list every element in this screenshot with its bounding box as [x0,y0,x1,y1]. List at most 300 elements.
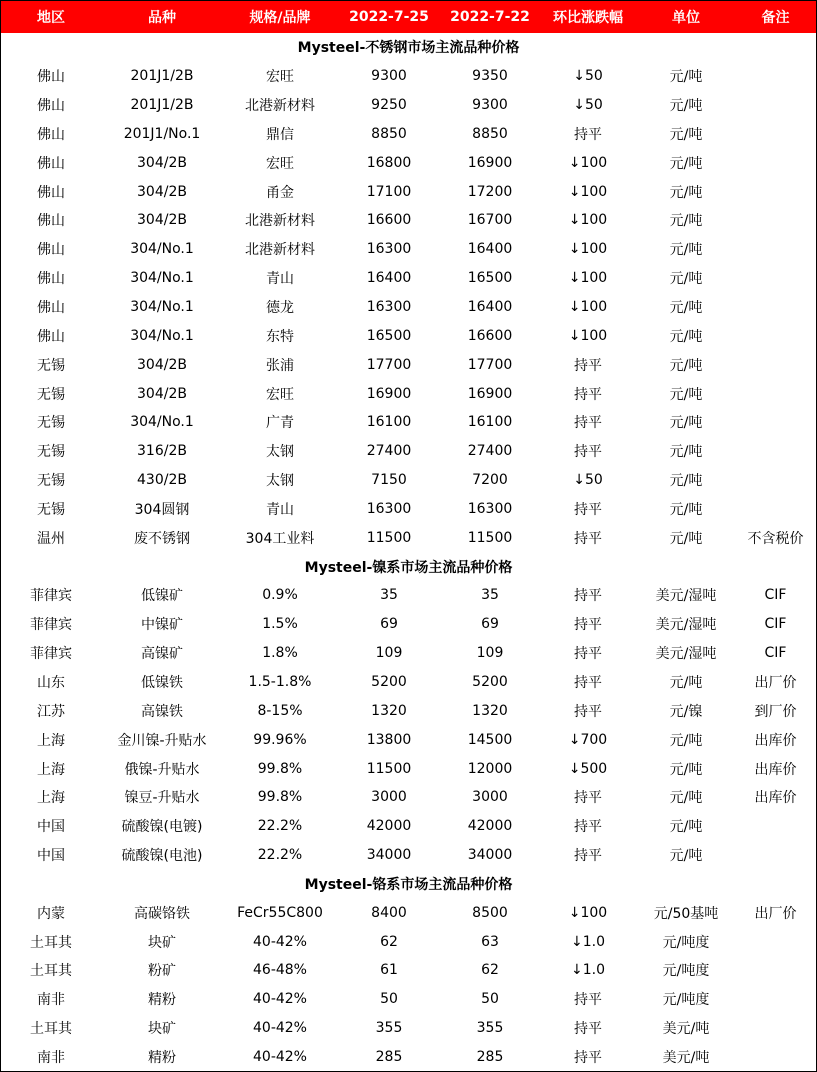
unit-cell: 元/吨 [669,761,703,778]
price-previous-cell: 16600 [467,327,513,344]
table-row [1,668,816,697]
region-cell: 内蒙 [37,905,65,922]
table-row [1,321,816,350]
price-previous-cell: 1320 [472,702,508,719]
region-cell: 佛山 [37,242,65,259]
change-cell: ↓100 [568,327,608,344]
product-cell: 304/2B [137,154,187,171]
note-cell: 不含税价 [747,530,804,547]
change-cell: ↓100 [568,183,608,200]
region-cell: 温州 [37,530,65,547]
unit-cell: 元/吨 [669,848,703,865]
unit-cell: 元/吨 [669,98,703,115]
unit-cell: 元/吨 [669,473,703,490]
unit-cell: 元/吨 [669,674,703,691]
table-row [1,91,816,120]
table-row [1,610,816,639]
region-cell: 上海 [37,790,65,807]
product-cell: 块矿 [148,934,176,951]
price-previous-cell: 50 [481,991,499,1008]
unit-cell: 美元/湿吨 [655,588,717,605]
table-row [1,437,816,466]
change-cell: ↓100 [568,212,608,229]
change-cell: ↓100 [568,270,608,287]
unit-cell: 元/吨 [669,155,703,172]
table-row [1,466,816,495]
spec-cell: 40-42% [253,933,307,950]
table-row [1,62,816,91]
spec-cell: 22.2% [257,847,303,864]
unit-cell: 元/吨 [669,126,703,143]
region-cell: 上海 [37,732,65,749]
price-previous-cell: 16400 [467,299,513,316]
unit-cell: 元/吨 [669,271,703,288]
table-row [1,639,816,668]
spec-cell: 1.8% [262,645,298,662]
price-previous-cell: 35 [481,587,499,604]
price-current-cell: 17100 [366,183,412,200]
note-cell: 到厂价 [754,703,797,720]
price-current-cell: 17700 [366,356,412,373]
spec-cell: 青山 [266,271,294,288]
table-row [1,206,816,235]
product-cell: 430/2B [137,472,187,489]
product-cell: 低镍铁 [141,674,183,691]
price-current-cell: 16100 [366,414,412,431]
region-cell: 江苏 [37,703,65,720]
price-current-cell: 8850 [371,125,407,142]
note-cell: 出厂价 [754,674,797,691]
header-change: 环比涨跌幅 [539,1,637,33]
product-cell: 304圆钢 [134,501,190,518]
region-cell: 无锡 [37,444,65,461]
note-cell [735,927,816,956]
unit-cell: 元/吨度 [662,934,710,951]
note-cell [735,379,816,408]
change-cell: ↓50 [573,97,603,114]
spec-cell: 甬金 [266,184,294,201]
unit-cell: 元/吨 [669,213,703,230]
unit-cell: 元/吨 [669,415,703,432]
price-current-cell: 285 [375,1048,403,1065]
region-cell: 佛山 [37,213,65,230]
change-cell: 持平 [574,848,602,865]
region-cell: 佛山 [37,126,65,143]
note-cell [735,120,816,149]
price-current-cell: 16400 [366,270,412,287]
note-cell: CIF [764,616,787,633]
price-previous-cell: 27400 [467,443,513,460]
unit-cell: 元/吨 [669,444,703,461]
header-product: 品种 [101,1,223,33]
product-cell: 316/2B [137,443,187,460]
change-cell: 持平 [574,674,602,691]
price-current-cell: 27400 [366,443,412,460]
region-cell: 佛山 [37,155,65,172]
header-spec-brand: 规格/品牌 [223,1,337,33]
unit-cell: 元/吨 [669,732,703,749]
price-table [1,1,816,1071]
change-cell: ↓500 [568,760,608,777]
note-cell [735,62,816,91]
price-current-cell: 16600 [366,212,412,229]
price-previous-cell: 16400 [467,241,513,258]
section-title: Mysteel-镍系市场主流品种价格 [304,559,513,576]
table-row [1,177,816,206]
change-cell: 持平 [574,790,602,807]
spec-cell: 40-42% [253,1048,307,1065]
price-previous-cell: 12000 [467,760,513,777]
product-cell: 201J1/2B [130,68,194,85]
spec-cell: 张浦 [266,357,294,374]
spec-cell: 宏旺 [266,386,294,403]
price-previous-cell: 3000 [472,789,508,806]
price-previous-cell: 5200 [472,673,508,690]
note-cell [735,321,816,350]
note-cell [735,437,816,466]
section-title: Mysteel-不锈钢市场主流品种价格 [297,40,520,57]
region-cell: 土耳其 [30,934,72,951]
table-row [1,985,816,1014]
region-cell: 菲律宾 [30,617,72,634]
price-current-cell: 16300 [366,500,412,517]
note-cell: 出库价 [754,761,797,778]
price-current-cell: 62 [380,933,398,950]
product-cell: 精粉 [148,992,176,1009]
price-current-cell: 61 [380,962,398,979]
price-current-cell: 42000 [366,818,412,835]
product-cell: 块矿 [148,1021,176,1038]
price-current-cell: 13800 [366,731,412,748]
price-previous-cell: 11500 [467,529,513,546]
spec-cell: 宏旺 [266,155,294,172]
note-cell [735,841,816,870]
region-cell: 土耳其 [30,963,72,980]
note-cell: 出库价 [754,790,797,807]
note-cell [735,177,816,206]
change-cell: 持平 [574,617,602,634]
price-previous-cell: 69 [481,616,499,633]
unit-cell: 元/吨 [669,790,703,807]
unit-cell: 元/吨 [669,300,703,317]
price-previous-cell: 16700 [467,212,513,229]
product-cell: 304/2B [137,385,187,402]
note-cell [735,812,816,841]
region-cell: 南非 [37,1049,65,1066]
spec-cell: 304工业料 [245,530,315,547]
price-current-cell: 1320 [371,702,407,719]
product-cell: 304/2B [137,356,187,373]
unit-cell: 元/镍 [669,703,703,720]
note-cell [735,408,816,437]
note-cell [735,350,816,379]
region-cell: 无锡 [37,415,65,432]
product-cell: 低镍矿 [141,588,183,605]
spec-cell: 北港新材料 [245,98,315,115]
note-cell [735,91,816,120]
spec-cell: FeCr55C800 [237,904,323,921]
price-current-cell: 16300 [366,299,412,316]
unit-cell: 元/吨 [669,386,703,403]
change-cell: ↓1.0 [571,933,605,950]
section-title-row [1,33,816,62]
change-cell: 持平 [574,819,602,836]
header-region: 地区 [1,1,101,33]
price-previous-cell: 63 [481,933,499,950]
change-cell: 持平 [574,588,602,605]
note-cell: CIF [764,645,787,662]
table-row [1,350,816,379]
price-previous-cell: 34000 [467,847,513,864]
table-row [1,581,816,610]
change-cell: 持平 [574,703,602,720]
price-previous-cell: 42000 [467,818,513,835]
table-row [1,264,816,293]
spec-cell: 99.8% [257,760,303,777]
table-row [1,783,816,812]
price-previous-cell: 109 [476,645,504,662]
table-row [1,293,816,322]
change-cell: 持平 [574,992,602,1009]
unit-cell: 元/吨度 [662,963,710,980]
unit-cell: 美元/湿吨 [655,617,717,634]
table-row [1,495,816,524]
product-cell: 201J1/2B [130,97,194,114]
change-cell: ↓50 [573,472,603,489]
price-previous-cell: 9300 [472,97,508,114]
note-cell [735,1014,816,1043]
change-cell: ↓50 [573,68,603,85]
note-cell [735,206,816,235]
region-cell: 佛山 [37,98,65,115]
spec-cell: 0.9% [262,587,298,604]
price-current-cell: 109 [375,645,403,662]
spec-cell: 46-48% [253,962,307,979]
change-cell: 持平 [574,1049,602,1066]
change-cell: 持平 [574,1021,602,1038]
region-cell: 佛山 [37,69,65,86]
product-cell: 304/2B [137,212,187,229]
note-cell: 出厂价 [754,905,797,922]
price-previous-cell: 8850 [472,125,508,142]
price-previous-cell: 8500 [472,904,508,921]
unit-cell: 元/吨 [669,184,703,201]
spec-cell: 太钢 [266,473,294,490]
region-cell: 上海 [37,761,65,778]
price-current-cell: 3000 [371,789,407,806]
price-current-cell: 8400 [371,904,407,921]
unit-cell: 美元/湿吨 [655,646,717,663]
change-cell: ↓100 [568,241,608,258]
region-cell: 无锡 [37,357,65,374]
price-previous-cell: 16100 [467,414,513,431]
price-current-cell: 50 [380,991,398,1008]
spec-cell: 40-42% [253,1020,307,1037]
region-cell: 佛山 [37,184,65,201]
change-cell: 持平 [574,646,602,663]
spec-cell: 太钢 [266,444,294,461]
table-row [1,927,816,956]
unit-cell: 美元/吨 [662,1021,710,1038]
header-unit: 单位 [637,1,735,33]
change-cell: ↓1.0 [571,962,605,979]
price-current-cell: 5200 [371,673,407,690]
region-cell: 土耳其 [30,1021,72,1038]
note-cell: 出库价 [754,732,797,749]
product-cell: 201J1/No.1 [123,125,201,142]
note-cell [735,293,816,322]
region-cell: 佛山 [37,328,65,345]
price-current-cell: 34000 [366,847,412,864]
table-row [1,841,816,870]
product-cell: 高镍铁 [141,703,183,720]
note-cell [735,1043,816,1072]
table-header [1,1,816,33]
product-cell: 精粉 [148,1049,176,1066]
note-cell [735,148,816,177]
product-cell: 304/No.1 [130,299,194,316]
price-previous-cell: 14500 [467,731,513,748]
table-row [1,1043,816,1072]
change-cell: ↓100 [568,154,608,171]
table-row [1,812,816,841]
header-row [1,1,816,33]
region-cell: 无锡 [37,473,65,490]
header-date-previous: 2022-7-22 [441,1,539,33]
unit-cell: 元/吨 [669,819,703,836]
product-cell: 高镍矿 [141,646,183,663]
change-cell: 持平 [574,501,602,518]
price-current-cell: 16800 [366,154,412,171]
unit-cell: 美元/吨 [662,1049,710,1066]
section-title: Mysteel-铬系市场主流品种价格 [304,876,513,893]
unit-cell: 元/吨 [669,328,703,345]
price-current-cell: 9250 [371,97,407,114]
note-cell [735,495,816,524]
spec-cell: 22.2% [257,818,303,835]
change-cell: 持平 [574,415,602,432]
price-previous-cell: 62 [481,962,499,979]
table-row [1,408,816,437]
product-cell: 高碳铬铁 [134,905,190,922]
region-cell: 南非 [37,992,65,1009]
table-row [1,523,816,552]
change-cell: 持平 [574,530,602,547]
header-date-current: 2022-7-25 [337,1,441,33]
price-previous-cell: 355 [476,1020,504,1037]
spec-cell: 鼎信 [266,126,294,143]
spec-cell: 北港新材料 [245,242,315,259]
price-previous-cell: 16900 [467,385,513,402]
product-cell: 304/No.1 [130,327,194,344]
table-row [1,1014,816,1043]
table-row [1,235,816,264]
price-current-cell: 16300 [366,241,412,258]
price-current-cell: 16500 [366,327,412,344]
price-previous-cell: 285 [476,1048,504,1065]
product-cell: 粉矿 [148,963,176,980]
price-previous-cell: 16300 [467,500,513,517]
region-cell: 菲律宾 [30,646,72,663]
spec-cell: 40-42% [253,991,307,1008]
unit-cell: 元/吨 [669,242,703,259]
region-cell: 中国 [37,848,65,865]
product-cell: 304/No.1 [130,414,194,431]
unit-cell: 元/50基吨 [653,905,719,922]
region-cell: 中国 [37,819,65,836]
note-cell [735,956,816,985]
spec-cell: 99.8% [257,789,303,806]
price-previous-cell: 16500 [467,270,513,287]
product-cell: 304/2B [137,183,187,200]
spec-cell: 北港新材料 [245,213,315,230]
unit-cell: 元/吨 [669,69,703,86]
price-previous-cell: 16900 [467,154,513,171]
price-current-cell: 69 [380,616,398,633]
product-cell: 304/No.1 [130,270,194,287]
price-previous-cell: 9350 [472,68,508,85]
table-row [1,956,816,985]
price-previous-cell: 17700 [467,356,513,373]
section-title-row [1,869,816,898]
table-body [1,33,816,1071]
price-current-cell: 35 [380,587,398,604]
region-cell: 佛山 [37,271,65,288]
spec-cell: 宏旺 [266,69,294,86]
note-cell: CIF [764,587,787,604]
note-cell [735,985,816,1014]
price-previous-cell: 17200 [467,183,513,200]
header-note: 备注 [735,1,816,33]
table-row [1,120,816,149]
price-current-cell: 16900 [366,385,412,402]
table-row [1,725,816,754]
price-current-cell: 11500 [366,760,412,777]
price-current-cell: 9300 [371,68,407,85]
product-cell: 中镍矿 [141,617,183,634]
product-cell: 镍豆-升贴水 [124,790,200,807]
region-cell: 佛山 [37,300,65,317]
change-cell: 持平 [574,386,602,403]
unit-cell: 元/吨 [669,357,703,374]
spec-cell: 1.5-1.8% [248,673,312,690]
spec-cell: 德龙 [266,300,294,317]
product-cell: 金川镍-升贴水 [117,732,207,749]
product-cell: 俄镍-升贴水 [124,761,200,778]
spec-cell: 青山 [266,501,294,518]
note-cell [735,235,816,264]
change-cell: ↓700 [568,731,608,748]
spec-cell: 8-15% [257,702,303,719]
section-title-row [1,552,816,581]
table-row [1,696,816,725]
price-previous-cell: 7200 [472,472,508,489]
spec-cell: 东特 [266,328,294,345]
spec-cell: 广青 [266,415,294,432]
change-cell: 持平 [574,357,602,374]
change-cell: 持平 [574,444,602,461]
table-row [1,148,816,177]
price-current-cell: 355 [375,1020,403,1037]
region-cell: 无锡 [37,386,65,403]
change-cell: ↓100 [568,299,608,316]
product-cell: 304/No.1 [130,241,194,258]
change-cell: 持平 [574,126,602,143]
unit-cell: 元/吨度 [662,992,710,1009]
spec-cell: 1.5% [262,616,298,633]
unit-cell: 元/吨 [669,530,703,547]
product-cell: 废不锈钢 [134,530,190,547]
